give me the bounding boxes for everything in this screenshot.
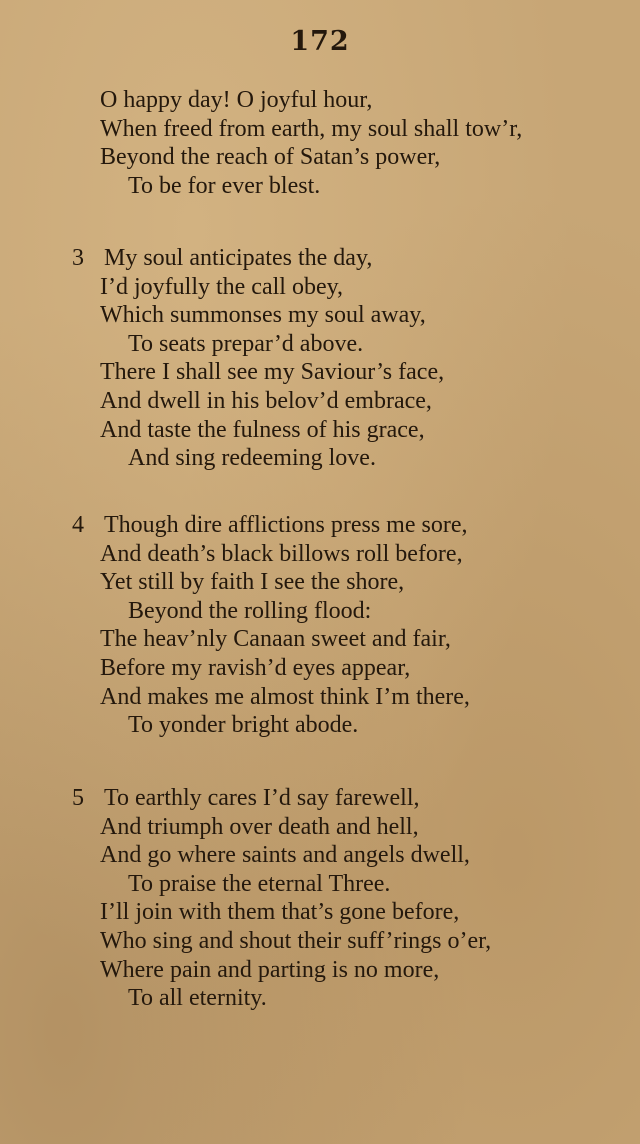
verse-line: When freed from earth, my soul shall tow’r, [100,116,523,142]
verse-line: Beyond the reach of Satan’s power, [100,144,441,170]
stanza-number: 4 [72,512,84,538]
verse-line: And makes me almost think I’m there, [100,684,470,710]
verse-line: To seats prepar’d above. [128,331,364,357]
verse-line: To earthly cares I’d say farewell, [104,785,420,811]
verse-line: Yet still by faith I see the shore, [100,569,405,595]
verse-line: Which summonses my soul away, [100,302,426,328]
verse-line: O happy day! O joyful hour, [100,87,373,113]
page-number: 172 [290,26,350,57]
verse-line: Who sing and shout their suff’rings o’er, [100,928,492,954]
verse-line: And taste the fulness of his grace, [100,417,425,443]
stanza-number: 3 [72,245,84,271]
verse-line: To yonder bright abode. [128,712,359,738]
verse-line: I’d joyfully the call obey, [100,274,344,300]
verse-line: My soul anticipates the day, [104,245,373,271]
verse-line: Though dire afflictions press me sore, [104,512,468,538]
verse-line: Where pain and parting is no more, [100,957,440,983]
verse-line: To all eternity. [128,985,267,1011]
verse-line: And death’s black billows roll before, [100,541,463,567]
verse-line: I’ll join with them that’s gone before, [100,899,460,925]
verse-line: To praise the eternal Three. [128,871,391,897]
verse-line: Before my ravish’d eyes appear, [100,655,411,681]
verse-line: Beyond the rolling flood: [128,598,372,624]
verse-line: And dwell in his belov’d embrace, [100,388,432,414]
verse-line: And triumph over death and hell, [100,814,419,840]
verse-line: The heav’nly Canaan sweet and fair, [100,626,451,652]
verse-line: To be for ever blest. [128,173,321,199]
verse-line: There I shall see my Saviour’s face, [100,359,445,385]
stanza-number: 5 [72,785,84,811]
verse-line: And go where saints and angels dwell, [100,842,470,868]
verse-line: And sing redeeming love. [128,445,376,471]
